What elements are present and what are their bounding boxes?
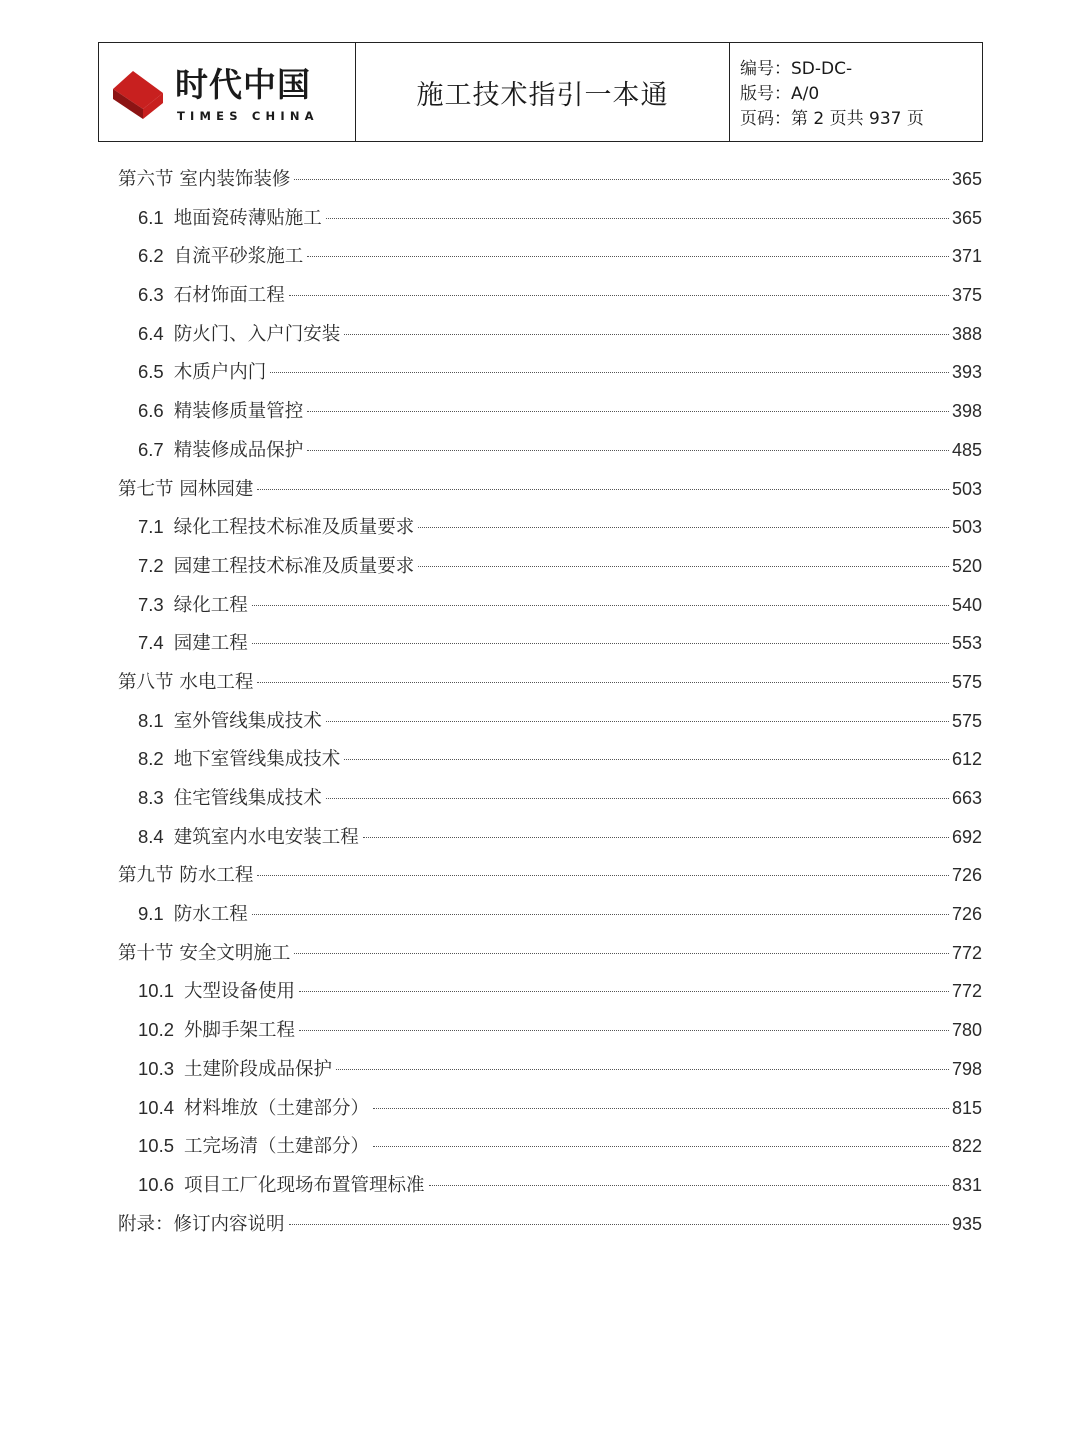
toc-entry-page: 772 xyxy=(951,981,982,1002)
toc-subsection-entry[interactable] xyxy=(118,353,982,392)
toc-entry-number: 10.1 xyxy=(138,980,175,1002)
toc-entry-page: 822 xyxy=(951,1136,982,1157)
toc-entry-title: 第十节 安全文明施工 xyxy=(118,942,291,964)
toc-entry-page: 772 xyxy=(951,942,982,963)
toc-entry-number: 6.6 xyxy=(138,400,164,422)
toc-dot-leader xyxy=(307,411,949,412)
toc-subsection-entry[interactable] xyxy=(118,237,982,276)
toc-subsection-entry[interactable] xyxy=(118,1166,982,1205)
toc-subsection-entry[interactable] xyxy=(118,586,982,625)
toc-dot-leader xyxy=(294,179,949,180)
toc-entry-page: 815 xyxy=(951,1097,982,1118)
toc-dot-leader xyxy=(307,450,949,451)
toc-entry-number: 8.2 xyxy=(138,748,164,770)
document-version: 版号：A/0 xyxy=(740,84,820,104)
toc-subsection-entry[interactable] xyxy=(118,199,982,238)
toc-entry-page: 612 xyxy=(951,749,982,770)
toc-entry-number: 6.3 xyxy=(138,284,164,306)
toc-entry-title: 绿化工程 xyxy=(173,594,248,616)
toc-entry-title: 住宅管线集成技术 xyxy=(173,788,322,809)
document-header xyxy=(98,42,983,142)
toc-dot-leader xyxy=(299,1030,949,1031)
toc-entry-page: 388 xyxy=(951,323,982,344)
toc-entry-title: 建筑室内水电安装工程 xyxy=(173,826,359,848)
toc-dot-leader xyxy=(252,605,949,606)
toc-entry-number: 8.1 xyxy=(138,709,164,731)
toc-entry-number: 7.2 xyxy=(138,554,164,576)
toc-dot-leader xyxy=(257,875,949,876)
toc-dot-leader xyxy=(294,953,949,954)
toc-subsection-entry[interactable] xyxy=(118,702,982,741)
toc-entry-title: 第九节 防水工程 xyxy=(118,865,254,887)
toc-subsection-entry[interactable] xyxy=(118,431,982,470)
toc-entry-number: 6.1 xyxy=(138,206,164,228)
toc-entry-title: 附录：修订内容说明 xyxy=(118,1213,285,1235)
toc-section-entry[interactable] xyxy=(118,856,982,895)
toc-dot-leader xyxy=(373,1108,949,1109)
toc-entry-page: 663 xyxy=(951,788,982,808)
toc-entry-page: 520 xyxy=(951,555,982,576)
toc-entry-number: 7.4 xyxy=(138,632,164,654)
toc-dot-leader xyxy=(270,372,949,373)
toc-entry-title: 地下室管线集成技术 xyxy=(173,749,341,771)
toc-entry-number: 6.5 xyxy=(138,361,164,383)
toc-subsection-entry[interactable] xyxy=(118,547,982,586)
toc-entry-page: 726 xyxy=(951,865,982,886)
toc-entry-number: 10.3 xyxy=(138,1057,175,1079)
toc-entry-page: 375 xyxy=(951,285,982,306)
toc-entry-page: 935 xyxy=(951,1213,982,1234)
toc-dot-leader xyxy=(299,991,949,992)
toc-entry-page: 503 xyxy=(951,517,982,538)
toc-entry-title: 工完场清（土建部分） xyxy=(184,1136,370,1158)
toc-entry-number: 10.4 xyxy=(138,1096,175,1118)
toc-entry-number: 6.7 xyxy=(138,438,164,460)
header-meta-cell xyxy=(730,43,982,141)
toc-entry-page: 503 xyxy=(951,478,982,499)
document-code: 编号：SD-DC- xyxy=(740,59,853,79)
toc-subsection-entry[interactable] xyxy=(118,1050,982,1089)
toc-entry-title: 防火门、入户门安装 xyxy=(173,323,341,345)
toc-dot-leader xyxy=(289,1224,949,1225)
toc-dot-leader xyxy=(289,295,949,296)
toc-entry-number: 9.1 xyxy=(138,903,164,925)
toc-entry-page: 780 xyxy=(951,1020,982,1041)
toc-entry-page: 371 xyxy=(951,246,982,267)
toc-entry-title: 防水工程 xyxy=(173,904,248,926)
toc-dot-leader xyxy=(252,643,949,644)
toc-entry-number: 8.4 xyxy=(138,825,164,847)
toc-dot-leader xyxy=(336,1069,949,1070)
toc-subsection-entry[interactable] xyxy=(118,624,982,663)
toc-dot-leader xyxy=(418,527,949,528)
document-title: 施工技术指引一本通 xyxy=(416,79,669,111)
toc-section-entry[interactable] xyxy=(118,160,982,199)
toc-entry-page: 692 xyxy=(951,826,982,847)
toc-dot-leader xyxy=(418,566,949,567)
toc-dot-leader xyxy=(326,218,949,219)
toc-subsection-entry[interactable] xyxy=(118,818,982,857)
toc-entry-page: 540 xyxy=(951,594,982,615)
toc-subsection-entry[interactable] xyxy=(118,972,982,1011)
header-title-cell xyxy=(356,43,730,141)
toc-entry-number: 7.1 xyxy=(138,516,164,538)
toc-entry-title: 自流平砂浆施工 xyxy=(173,246,304,268)
toc-dot-leader xyxy=(363,837,949,838)
toc-entry-title: 精装修成品保护 xyxy=(173,439,304,461)
toc-dot-leader xyxy=(373,1146,949,1147)
toc-entry-title: 石材饰面工程 xyxy=(173,285,285,307)
toc-entry-title: 第八节 水电工程 xyxy=(118,671,254,693)
toc-entry-page: 575 xyxy=(951,671,982,692)
toc-entry-title: 园建工程技术标准及质量要求 xyxy=(173,555,415,577)
toc-entry-title: 地面瓷砖薄贴施工 xyxy=(173,207,322,229)
toc-section-entry[interactable] xyxy=(118,470,982,509)
toc-entry-number: 6.4 xyxy=(138,322,164,344)
toc-entry-title: 绿化工程技术标准及质量要求 xyxy=(173,517,415,539)
toc-section-entry[interactable] xyxy=(118,1205,982,1244)
toc-subsection-entry[interactable] xyxy=(118,508,982,547)
table-of-contents xyxy=(118,160,982,1243)
toc-entry-page: 575 xyxy=(951,710,982,731)
toc-entry-number: 10.6 xyxy=(138,1173,175,1195)
toc-entry-number: 8.3 xyxy=(138,787,164,808)
toc-entry-page: 485 xyxy=(951,439,982,460)
toc-subsection-entry[interactable] xyxy=(118,740,982,779)
logo-chinese-name: 时代中国 xyxy=(175,65,311,104)
toc-entry-page: 393 xyxy=(951,362,982,383)
toc-entry-title: 园建工程 xyxy=(173,633,248,655)
toc-dot-leader xyxy=(326,721,949,722)
times-china-logo-icon xyxy=(109,63,167,121)
toc-subsection-entry[interactable] xyxy=(118,392,982,431)
toc-entry-page: 365 xyxy=(951,207,982,228)
logo-english-name: TIMES CHINA xyxy=(177,109,319,123)
toc-entry-number: 7.3 xyxy=(138,593,164,615)
document-page-number: 页码：第 2 页共 937 页 xyxy=(740,109,924,129)
toc-entry-title: 精装修质量管控 xyxy=(173,401,304,423)
toc-subsection-entry[interactable] xyxy=(118,1127,982,1166)
toc-entry-page: 798 xyxy=(951,1058,982,1079)
toc-subsection-entry[interactable] xyxy=(118,895,982,934)
toc-entry-title: 土建阶段成品保护 xyxy=(184,1058,333,1080)
toc-dot-leader xyxy=(257,489,949,490)
toc-entry-page: 553 xyxy=(951,633,982,654)
toc-dot-leader xyxy=(429,1185,949,1186)
toc-entry-title: 大型设备使用 xyxy=(184,981,296,1003)
toc-entry-title: 外脚手架工程 xyxy=(184,1020,296,1042)
toc-subsection-entry[interactable] xyxy=(118,779,982,818)
toc-section-entry[interactable] xyxy=(118,934,982,973)
toc-entry-title: 室外管线集成技术 xyxy=(173,710,322,732)
toc-entry-title: 项目工厂化现场布置管理标准 xyxy=(184,1174,425,1196)
toc-entry-page: 831 xyxy=(951,1174,982,1195)
toc-subsection-entry[interactable] xyxy=(118,315,982,354)
toc-subsection-entry[interactable] xyxy=(118,1089,982,1128)
toc-entry-page: 365 xyxy=(951,169,982,189)
toc-entry-page: 398 xyxy=(951,401,982,422)
header-logo-cell xyxy=(99,43,356,141)
toc-dot-leader xyxy=(252,914,949,915)
toc-dot-leader xyxy=(344,759,949,760)
toc-section-entry[interactable] xyxy=(118,663,982,702)
toc-entry-title: 第六节 室内装饰装修 xyxy=(118,169,291,190)
toc-dot-leader xyxy=(307,256,949,257)
toc-dot-leader xyxy=(326,798,949,799)
toc-subsection-entry[interactable] xyxy=(118,276,982,315)
toc-entry-number: 10.5 xyxy=(138,1135,175,1157)
toc-dot-leader xyxy=(257,682,949,683)
toc-subsection-entry[interactable] xyxy=(118,1011,982,1050)
toc-entry-number: 10.2 xyxy=(138,1019,175,1041)
toc-entry-title: 材料堆放（土建部分） xyxy=(184,1097,370,1119)
toc-dot-leader xyxy=(344,334,949,335)
toc-entry-title: 第七节 园林园建 xyxy=(118,478,254,500)
toc-entry-title: 木质户内门 xyxy=(173,362,267,384)
toc-entry-number: 6.2 xyxy=(138,245,164,267)
toc-entry-page: 726 xyxy=(951,904,982,925)
